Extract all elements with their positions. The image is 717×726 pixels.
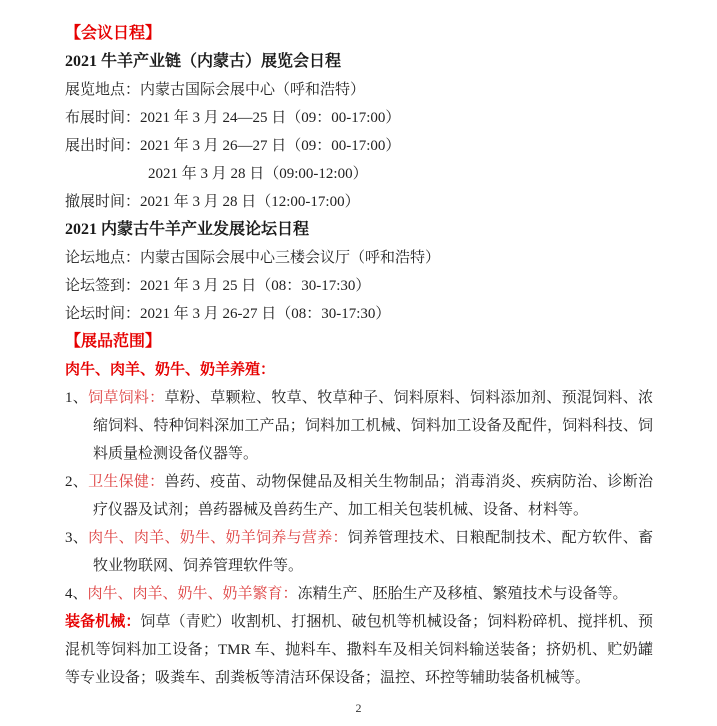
schedule-value: 2021 年 3 月 28 日（09:00-12:00） — [148, 166, 368, 182]
item-text: 饲养管理技术、日粮配制技术、配方软件、畜牧业物联网、饲养管理软件等。 — [93, 530, 653, 574]
schedule-line-expo-location — [65, 76, 653, 104]
schedule-label: 论坛时间： — [65, 306, 141, 322]
schedule-label: 撤展时间： — [65, 194, 141, 210]
schedule-value: 2021 年 3 月 26—27 日（09：00-17:00） — [140, 138, 401, 154]
schedule-line-exhibit-time-cont — [148, 160, 653, 188]
item-number: 3、 — [65, 530, 89, 546]
exhibit-scope-subtitle: 肉牛、肉羊、奶牛、奶羊养殖： — [65, 362, 276, 378]
section-title-exhibit-scope: 【展品范围】 — [65, 333, 162, 350]
item-number: 4、 — [65, 586, 88, 602]
item-keyword: 饲草饲料： — [88, 390, 165, 406]
schedule-value: 内蒙古国际会展中心三楼会议厅（呼和浩特） — [140, 250, 441, 266]
item-text: 草粉、草颗粒、牧草、牧草种子、饲料原料、饲料添加剂、预混饲料、浓缩饲料、特种饲料深加工产品；饲料加工机械、饲料加工设备及配件，饲料科技、饲料质量检测设备仪器等。 — [93, 390, 653, 462]
schedule-label: 论坛地点： — [65, 250, 141, 266]
exhibit-item-breeding-nutrition — [65, 524, 653, 580]
schedule-value: 2021 年 3 月 28 日（12:00-17:00） — [140, 194, 360, 210]
page-number: 2 — [355, 701, 362, 715]
section-title-conference-schedule: 【会议日程】 — [65, 25, 162, 42]
item-text: 兽药、疫苗、动物保健品及相关生物制品；消毒消炎、疾病防治、诊断治疗仪器及试剂；兽药器械及兽药生产、加工相关包装机械、设备、材料等。 — [93, 474, 653, 518]
item-number: 2、 — [65, 474, 89, 490]
item-number: 1、 — [65, 390, 89, 406]
schedule-line-forum-signin — [65, 272, 653, 300]
schedule-label: 展出时间： — [65, 138, 141, 154]
schedule-value: 内蒙古国际会展中心（呼和浩特） — [140, 82, 366, 98]
item-text: 冻精生产、胚胎生产及移植、繁殖技术与设备等。 — [297, 586, 628, 602]
equipment-text: 饲草（青贮）收割机、打捆机、破包机等机械设备；饲料粉碎机、搅拌机、预混机等饲料加工设备；TMR 车、抛料车、撒料车及相关饲料输送装备；挤奶机、贮奶罐等专业设备；吸粪车、刮粪板等清洁环保设备；温控、环控等辅助装备机械等。 — [65, 614, 653, 686]
schedule-line-exhibit-time — [65, 132, 653, 160]
expo-schedule-title: 2021 牛羊产业链（内蒙古）展览会日程 — [65, 53, 342, 70]
schedule-label: 布展时间： — [65, 110, 141, 126]
schedule-line-forum-time — [65, 300, 653, 328]
equipment-keyword: 装备机械： — [65, 614, 141, 630]
exhibit-item-health — [65, 468, 653, 524]
schedule-line-setup-time — [65, 104, 653, 132]
forum-schedule-title: 2021 内蒙古牛羊产业发展论坛日程 — [65, 221, 310, 238]
schedule-line-teardown-time — [65, 188, 653, 216]
item-keyword: 肉牛、肉羊、奶牛、奶羊饲养与营养： — [88, 530, 348, 546]
item-keyword: 肉牛、肉羊、奶牛、奶羊繁育： — [87, 586, 298, 602]
schedule-label: 论坛签到： — [65, 278, 141, 294]
item-keyword: 卫生保健： — [88, 474, 165, 490]
exhibit-item-reproduction — [65, 580, 653, 608]
schedule-value: 2021 年 3 月 26-27 日（08：30-17:30） — [140, 306, 391, 322]
schedule-value: 2021 年 3 月 24—25 日（09：00-17:00） — [140, 110, 401, 126]
schedule-label: 展览地点： — [65, 82, 141, 98]
exhibit-item-feed — [65, 384, 653, 468]
exhibit-equipment-paragraph — [65, 608, 653, 692]
schedule-line-forum-location — [65, 244, 653, 272]
schedule-value: 2021 年 3 月 25 日（08：30-17:30） — [140, 278, 371, 294]
